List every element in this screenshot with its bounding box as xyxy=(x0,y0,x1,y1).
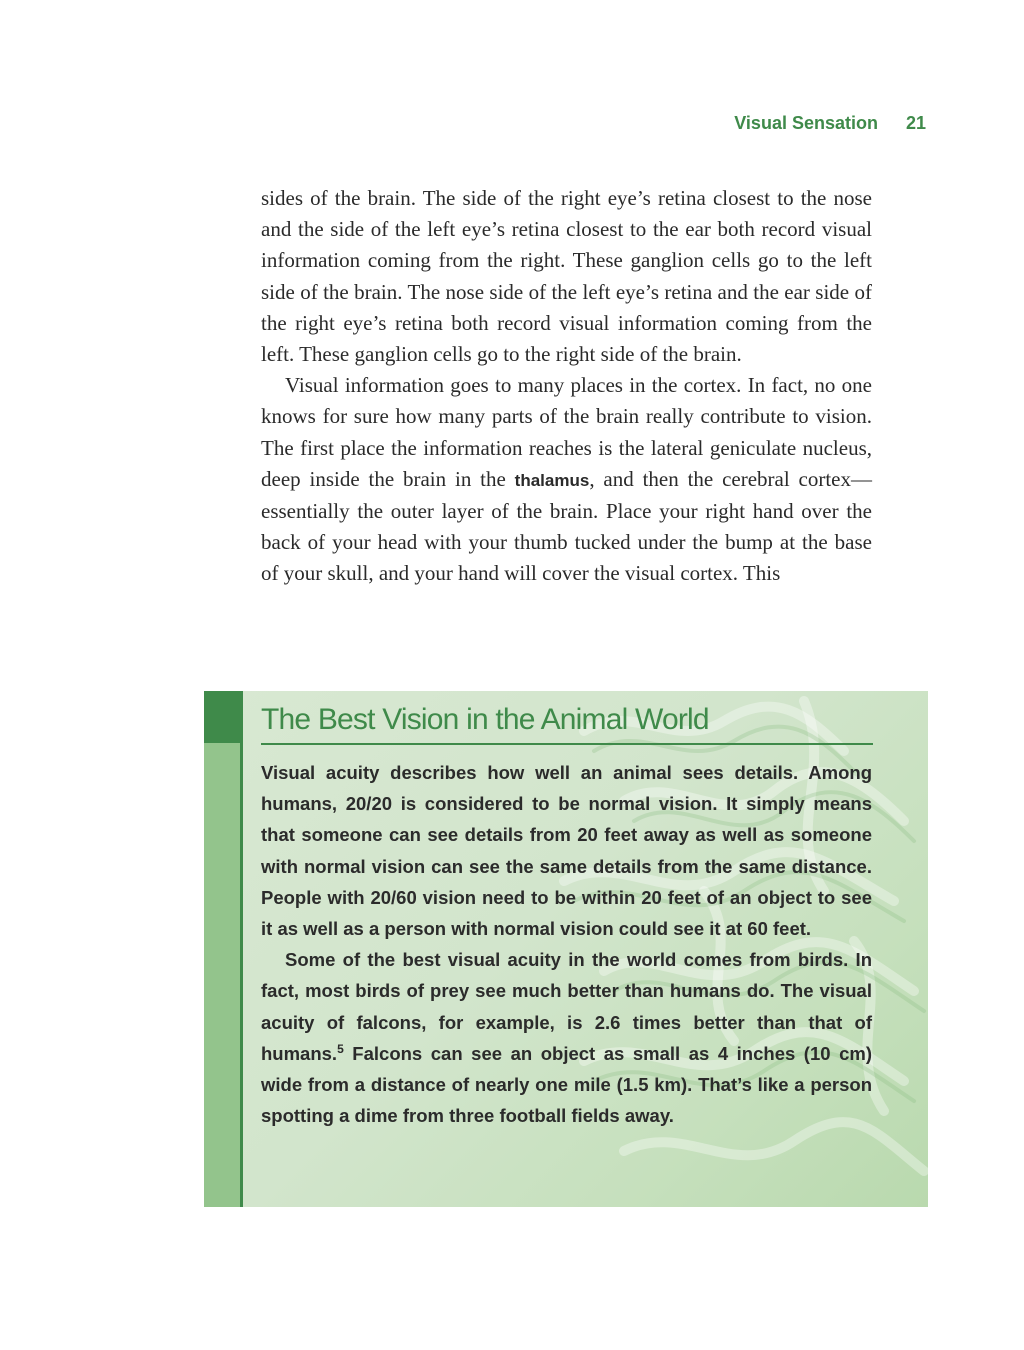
sidebar-text xyxy=(261,757,872,1131)
body-paragraph-2-end: , and then the cerebral cortex—essentially the outer layer of the brain. Place your right hand over the back of your head with your thumb tucked under the bump at the base of your skull, and your hand will cover the visual cortex. This xyxy=(261,466,872,586)
glossary-term-thalamus: thalamus xyxy=(514,470,590,490)
body-text xyxy=(261,183,872,590)
sidebar-accent-bar-top xyxy=(204,691,240,743)
section-title: Visual Sensation xyxy=(734,113,878,133)
sidebar-vertical-rule xyxy=(240,691,243,1207)
sidebar-paragraph-2-start: Some of the best visual acuity in the world comes from birds. In fact, most birds of prey see much better than humans do. The visual acuity of falcons, for example, is 2.6 times better than that of humans. xyxy=(261,949,872,1064)
sidebar-accent-bar xyxy=(204,691,240,1207)
sidebar-title: The Best Vision in the Animal World xyxy=(261,703,873,745)
sidebar-paragraph-2-end: Falcons can see an object as small as 4 inches (10 cm) wide from a distance of nearly one mile (1.5 km). That’s like a person spotting a dime from three football fields away. xyxy=(261,1042,872,1127)
sidebar-paragraph-1: Visual acuity describes how well an animal sees details. Among humans, 20/20 is considered to be normal vision. It simply means that someone can see details from 20 feet away as well as someone with normal vision can see the same details from the same distance. People with 20/60 vision need to be within 20 feet of an object to see it as well as a person with normal vision could see it at 60 feet. xyxy=(261,762,872,940)
body-paragraph-2 xyxy=(261,370,872,589)
body-paragraph-2-start: Visual information goes to many places in the cortex. In fact, no one knows for sure how many parts of the brain really contribute to vision. The first place the information reaches is the lateral geniculate nucleus, deep inside the brain in the xyxy=(261,373,872,491)
sidebar-box xyxy=(204,691,928,1207)
page-number: 21 xyxy=(905,113,926,133)
footnote-reference: 5 xyxy=(337,1041,344,1056)
sidebar-paragraph-2 xyxy=(261,944,872,1131)
running-head xyxy=(734,113,926,134)
body-paragraph-1: sides of the brain. The side of the right eye’s retina closest to the nose and the side of the left eye’s retina closest to the ear both record visual information coming from the right. These ganglion cells go to the left side of the brain. The nose side of the left eye’s retina and the ear side of the right eye’s retina both record visual information coming from the left. These ganglion cells go to the right side of the brain. xyxy=(261,186,872,367)
